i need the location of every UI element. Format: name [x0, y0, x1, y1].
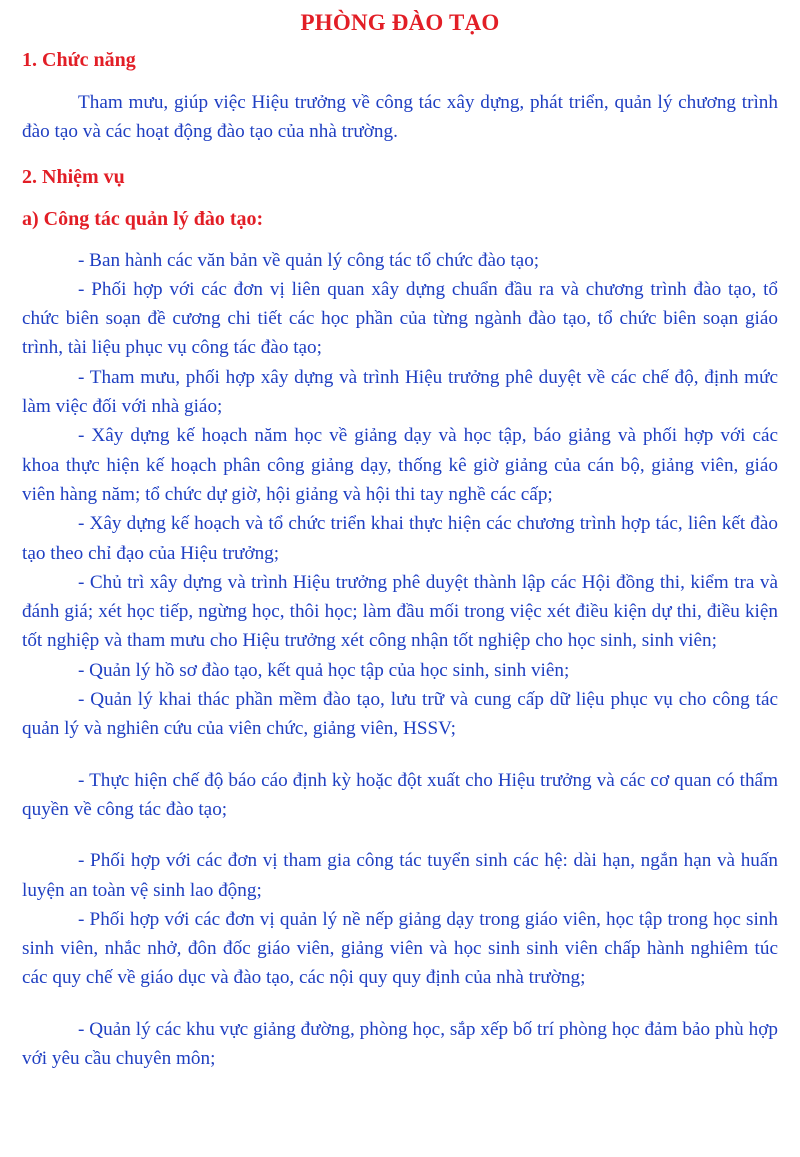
subsection-a-heading: a) Công tác quản lý đào tạo: — [22, 207, 264, 230]
duty-item: - Quản lý các khu vực giảng đường, phòng học, sắp xếp bố trí phòng học đảm bảo phù hợp với yêu cầu chuyên môn; — [22, 1018, 778, 1070]
page-title: PHÒNG ĐÀO TẠO — [300, 10, 500, 35]
duty-item: - Quản lý khai thác phần mềm đào tạo, lưu trữ và cung cấp dữ liệu phục vụ cho công tác quản lý và nghiên cứu của viên chức, giảng viên, HSSV; — [22, 689, 778, 740]
duty-item: - Tham mưu, phối hợp xây dựng và trình Hiệu trưởng phê duyệt về các chế độ, định mức làm việc đối với nhà giáo; — [22, 366, 778, 418]
duty-item: - Ban hành các văn bản về quản lý công tác tổ chức đào tạo; — [78, 249, 540, 271]
function-paragraph: Tham mưu, giúp việc Hiệu trưởng về công tác xây dựng, phát triển, quản lý chương trình đào tạo và các hoạt động đào tạo của nhà trường. — [22, 92, 778, 143]
duty-item: - Quản lý hồ sơ đào tạo, kết quả học tập của học sinh, sinh viên; — [78, 659, 570, 681]
duty-item: - Chủ trì xây dựng và trình Hiệu trưởng phê duyệt thành lập các Hội đồng thi, kiểm tra và đánh giá; xét học tiếp, ngừng học, thôi học; làm đầu mối trong việc xét điều kiện dự thi, điều kiện tốt nghiệp và tham mưu cho Hiệu trưởng xét công nhận tốt nghiệp cho học sinh, sinh viên; — [22, 571, 778, 652]
duties-heading: 2. Nhiệm vụ — [22, 165, 125, 188]
duty-item: - Phối hợp với các đơn vị tham gia công tác tuyển sinh các hệ: dài hạn, ngắn hạn và huấn luyện an toàn vệ sinh lao động; — [22, 850, 778, 901]
duty-item: - Phối hợp với các đơn vị quản lý nề nếp giảng dạy trong giáo viên, học tập trong học sinh sinh viên, nhắc nhở, đôn đốc giáo viên, giảng viên và học sinh sinh viên chấp hành nghiêm túc các quy chế về giáo dục và đào tạo, các nội quy quy định của nhà trường; — [22, 908, 778, 989]
duty-item: - Xây dựng kế hoạch và tổ chức triển khai thực hiện các chương trình hợp tác, liên kết đào tạo theo chỉ đạo của Hiệu trưởng; — [22, 513, 778, 564]
duty-item: - Xây dựng kế hoạch năm học về giảng dạy và học tập, báo giảng và phối hợp với các khoa thực hiện kế hoạch phân công giảng dạy, thống kê giờ giảng của cán bộ, giảng viên, giáo viên hàng năm; tổ chức dự giờ, hội giảng và hội thi tay nghề các cấp; — [22, 425, 778, 505]
document-page — [22, 6, 778, 1073]
function-heading: 1. Chức năng — [22, 49, 136, 71]
duty-item: - Phối hợp với các đơn vị liên quan xây dựng chuẩn đầu ra và chương trình đào tạo, tổ chức biên soạn đề cương chi tiết các học phần của từng ngành đào tạo, tổ chức biên soạn giáo trình, tài liệu phục vụ công tác đào tạo; — [22, 278, 778, 359]
duty-item: - Thực hiện chế độ báo cáo định kỳ hoặc đột xuất cho Hiệu trưởng và các cơ quan có thẩm quyền về công tác đào tạo; — [22, 769, 778, 820]
